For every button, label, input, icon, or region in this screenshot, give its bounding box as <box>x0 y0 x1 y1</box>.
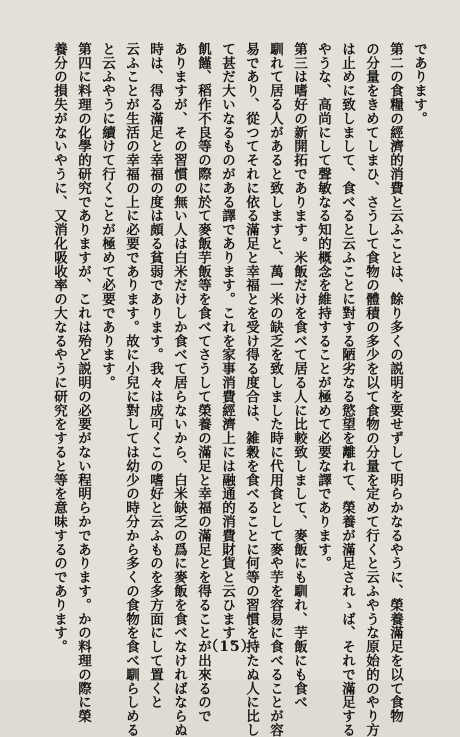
text-column: と云ふやうに續けて行くことが極めて必要であります。 <box>99 42 115 390</box>
text-column: 云ふことが生活の幸福の上に必要であります。故に小兒に對しては幼少の時分から多くの食物を食べ馴らしめる <box>123 42 139 737</box>
text-column: ありますが、その習慣の無い人は白米だけしか食べて居らないから、白米缺乏の爲に麥飯を食べなければならぬ <box>171 42 187 737</box>
page-number: （15） <box>204 639 256 655</box>
text-column: 第四に料理の化學的研究でありますが、これは殆ど説明の必要がない程明らかであります。かの料理の際に榮 <box>75 42 91 724</box>
text-column: 第三は嗜好の新開拓であります。米飯だけを食べて居る人に比較致しまして、麥飯にも馴れ、芋飯にも食べ <box>291 42 307 710</box>
text-column: 飢饉、稻作不良等の際に於て麥飯芋飯等を食べてさうして榮養の滿足と幸福の滿足とを得ることが出來るので <box>195 42 211 724</box>
text-column: 第二の食糧の經濟的消費と云ふことは、餘り多くの説明を要せずして明らかなるやうに、榮養滿足を以て食物 <box>387 42 403 724</box>
text-column: やうな、高尚にして聲敏なる知的概念を維持することが極めて必要な譯であります。 <box>315 42 331 571</box>
text-column: の分量をきめてしまひ、さうして食物の體積の多少を以て食物の分量を定めて行くと云ふやうな原始的のやり方 <box>363 42 379 737</box>
text-column: 馴れて居る人があると致しますと、萬一米の缺乏を致しました時に代用食として麥や芋を容易に食べることが容 <box>267 42 283 737</box>
text-column: 時は、得る滿足と幸福の度は頗る貧弱であります。我々は成可くこの嗜好と云ふものを多方面にして置くと <box>147 42 163 710</box>
text-column: 養分の損失がないやうに、又消化吸收率の大なるやうに研究をすると等を意味するのであります。 <box>51 42 67 654</box>
text-column: て甚だ大いなるものがある譯であります。これを家事消費經濟上には融通的消費財貨と云ひます。 <box>219 42 235 654</box>
text-column: は止めに致しまして、食べると云ふことに對する陋劣なる慾望を離れて、榮養が滿足されゝば、それで滿足する <box>339 42 355 737</box>
text-column: であります。 <box>411 42 427 126</box>
text-column: 易であり、從つてそれに依る滿足と幸福とを受け得る度合は、雑穀を食べることに何等の習慣を持たぬ人に比し <box>243 42 259 737</box>
